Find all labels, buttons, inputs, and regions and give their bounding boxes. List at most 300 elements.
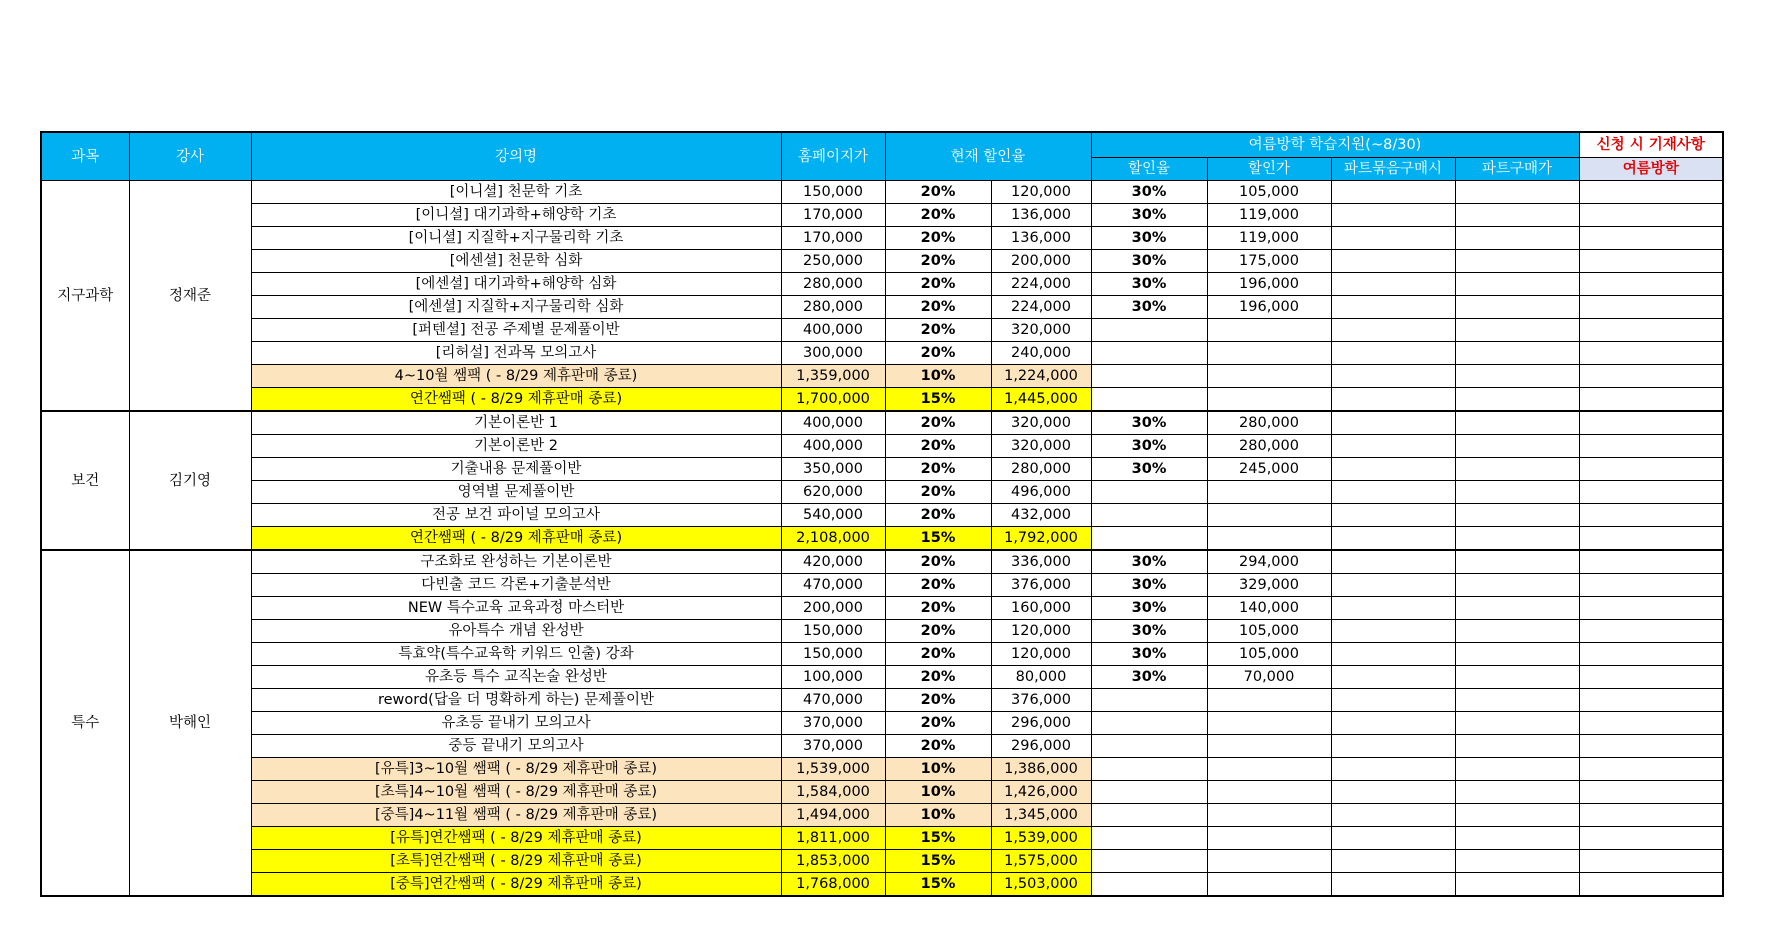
summer-note-cell [1579, 827, 1723, 850]
table-row [41, 574, 1723, 597]
part-bundle-cell [1331, 873, 1455, 897]
summer-note-cell [1579, 342, 1723, 365]
current-rate-cell: 20% [885, 689, 991, 712]
current-price-cell: 296,000 [991, 712, 1091, 735]
part-bundle-cell [1331, 574, 1455, 597]
summer-price-cell [1207, 873, 1331, 897]
summer-note-cell [1579, 666, 1723, 689]
summer-rate-cell: 30% [1091, 411, 1207, 435]
current-price-cell: 1,539,000 [991, 827, 1091, 850]
table-row [41, 411, 1723, 435]
summer-rate-cell: 30% [1091, 227, 1207, 250]
current-rate-cell: 20% [885, 597, 991, 620]
header-subject: 과목 [41, 132, 129, 181]
summer-rate-cell: 30% [1091, 666, 1207, 689]
part-bundle-cell [1331, 735, 1455, 758]
summer-price-cell [1207, 758, 1331, 781]
table-row [41, 689, 1723, 712]
current-rate-cell: 15% [885, 527, 991, 551]
summer-price-cell [1207, 827, 1331, 850]
summer-price-cell [1207, 481, 1331, 504]
current-price-cell: 376,000 [991, 574, 1091, 597]
home-price-cell: 170,000 [781, 227, 885, 250]
part-buy-cell [1455, 227, 1579, 250]
course-name-cell: [에센셜] 대기과학+해양학 심화 [251, 273, 781, 296]
current-rate-cell: 15% [885, 873, 991, 897]
part-bundle-cell [1331, 227, 1455, 250]
summer-rate-cell [1091, 804, 1207, 827]
summer-note-cell [1579, 388, 1723, 412]
course-name-cell: 기본이론반 1 [251, 411, 781, 435]
table-row [41, 435, 1723, 458]
summer-price-cell: 140,000 [1207, 597, 1331, 620]
current-price-cell: 224,000 [991, 273, 1091, 296]
summer-rate-cell [1091, 735, 1207, 758]
summer-rate-cell: 30% [1091, 620, 1207, 643]
home-price-cell: 400,000 [781, 435, 885, 458]
summer-price-cell: 119,000 [1207, 227, 1331, 250]
part-buy-cell [1455, 504, 1579, 527]
current-price-cell: 120,000 [991, 181, 1091, 204]
summer-note-cell [1579, 227, 1723, 250]
summer-price-cell: 280,000 [1207, 435, 1331, 458]
home-price-cell: 1,359,000 [781, 365, 885, 388]
part-buy-cell [1455, 204, 1579, 227]
summer-price-cell [1207, 365, 1331, 388]
current-rate-cell: 20% [885, 204, 991, 227]
current-price-cell: 224,000 [991, 296, 1091, 319]
part-buy-cell [1455, 435, 1579, 458]
summer-price-cell: 294,000 [1207, 550, 1331, 574]
course-name-cell: 4~10월 쌤팩 ( - 8/29 제휴판매 종료) [251, 365, 781, 388]
summer-note-cell [1579, 365, 1723, 388]
current-rate-cell: 20% [885, 435, 991, 458]
summer-rate-cell: 30% [1091, 435, 1207, 458]
current-rate-cell: 20% [885, 273, 991, 296]
summer-price-cell: 175,000 [1207, 250, 1331, 273]
home-price-cell: 350,000 [781, 458, 885, 481]
current-price-cell: 136,000 [991, 227, 1091, 250]
part-bundle-cell [1331, 527, 1455, 551]
current-price-cell: 1,426,000 [991, 781, 1091, 804]
summer-price-cell: 105,000 [1207, 620, 1331, 643]
current-price-cell: 136,000 [991, 204, 1091, 227]
current-price-cell: 120,000 [991, 643, 1091, 666]
summer-rate-cell [1091, 319, 1207, 342]
current-rate-cell: 10% [885, 758, 991, 781]
summer-price-cell: 105,000 [1207, 181, 1331, 204]
summer-note-cell [1579, 527, 1723, 551]
summer-price-cell [1207, 504, 1331, 527]
summer-rate-cell [1091, 758, 1207, 781]
summer-note-cell [1579, 574, 1723, 597]
part-bundle-cell [1331, 181, 1455, 204]
course-name-cell: [에센셜] 지질학+지구물리학 심화 [251, 296, 781, 319]
part-bundle-cell [1331, 204, 1455, 227]
part-buy-cell [1455, 827, 1579, 850]
teacher-cell: 김기영 [129, 411, 251, 550]
current-price-cell: 432,000 [991, 504, 1091, 527]
summer-note-cell [1579, 781, 1723, 804]
part-buy-cell [1455, 712, 1579, 735]
current-price-cell: 296,000 [991, 735, 1091, 758]
part-bundle-cell [1331, 781, 1455, 804]
summer-rate-cell [1091, 781, 1207, 804]
part-bundle-cell [1331, 712, 1455, 735]
part-bundle-cell [1331, 296, 1455, 319]
table-header [41, 132, 1723, 181]
part-buy-cell [1455, 342, 1579, 365]
table-row [41, 597, 1723, 620]
summer-rate-cell [1091, 712, 1207, 735]
summer-rate-cell: 30% [1091, 458, 1207, 481]
part-buy-cell [1455, 758, 1579, 781]
current-price-cell: 320,000 [991, 319, 1091, 342]
current-rate-cell: 20% [885, 342, 991, 365]
course-name-cell: 기본이론반 2 [251, 435, 781, 458]
part-buy-cell [1455, 620, 1579, 643]
summer-price-cell [1207, 781, 1331, 804]
table-row [41, 712, 1723, 735]
part-buy-cell [1455, 250, 1579, 273]
table-row [41, 643, 1723, 666]
course-name-cell: 영역별 문제풀이반 [251, 481, 781, 504]
table-row [41, 781, 1723, 804]
subject-cell: 지구과학 [41, 181, 129, 412]
part-bundle-cell [1331, 458, 1455, 481]
current-rate-cell: 20% [885, 227, 991, 250]
home-price-cell: 280,000 [781, 296, 885, 319]
table-row [41, 550, 1723, 574]
part-bundle-cell [1331, 550, 1455, 574]
table-body [41, 181, 1723, 897]
summer-note-cell [1579, 804, 1723, 827]
home-price-cell: 300,000 [781, 342, 885, 365]
table-row [41, 388, 1723, 412]
part-bundle-cell [1331, 365, 1455, 388]
summer-rate-cell [1091, 481, 1207, 504]
summer-note-cell [1579, 273, 1723, 296]
subject-cell: 특수 [41, 550, 129, 896]
summer-price-cell: 196,000 [1207, 273, 1331, 296]
course-name-cell: [초특]4~10월 쌤팩 ( - 8/29 제휴판매 종료) [251, 781, 781, 804]
part-buy-cell [1455, 574, 1579, 597]
summer-note-cell [1579, 620, 1723, 643]
part-buy-cell [1455, 411, 1579, 435]
summer-price-cell [1207, 527, 1331, 551]
summer-rate-cell [1091, 365, 1207, 388]
teacher-cell: 정재준 [129, 181, 251, 412]
table-row [41, 181, 1723, 204]
home-price-cell: 1,768,000 [781, 873, 885, 897]
current-rate-cell: 10% [885, 781, 991, 804]
current-rate-cell: 20% [885, 319, 991, 342]
part-bundle-cell [1331, 435, 1455, 458]
summer-note-cell [1579, 250, 1723, 273]
home-price-cell: 150,000 [781, 620, 885, 643]
part-buy-cell [1455, 181, 1579, 204]
part-bundle-cell [1331, 273, 1455, 296]
part-buy-cell [1455, 296, 1579, 319]
current-price-cell: 1,345,000 [991, 804, 1091, 827]
course-name-cell: [퍼텐셜] 전공 주제별 문제풀이반 [251, 319, 781, 342]
summer-note-cell [1579, 319, 1723, 342]
summer-price-cell: 329,000 [1207, 574, 1331, 597]
current-price-cell: 120,000 [991, 620, 1091, 643]
summer-rate-cell [1091, 689, 1207, 712]
summer-price-cell [1207, 388, 1331, 412]
summer-note-cell [1579, 550, 1723, 574]
course-name-cell: [중특]4~11월 쌤팩 ( - 8/29 제휴판매 종료) [251, 804, 781, 827]
current-rate-cell: 20% [885, 735, 991, 758]
part-buy-cell [1455, 689, 1579, 712]
home-price-cell: 620,000 [781, 481, 885, 504]
summer-note-cell [1579, 504, 1723, 527]
header-teacher: 강사 [129, 132, 251, 181]
current-price-cell: 200,000 [991, 250, 1091, 273]
summer-price-cell [1207, 319, 1331, 342]
current-rate-cell: 20% [885, 181, 991, 204]
summer-rate-cell: 30% [1091, 204, 1207, 227]
summer-price-cell [1207, 804, 1331, 827]
header-rate: 할인율 [1091, 158, 1207, 181]
home-price-cell: 370,000 [781, 735, 885, 758]
header-price: 할인가 [1207, 158, 1331, 181]
part-buy-cell [1455, 597, 1579, 620]
summer-rate-cell [1091, 850, 1207, 873]
header-current-discount: 현재 할인율 [885, 132, 1091, 181]
home-price-cell: 470,000 [781, 689, 885, 712]
summer-note-cell [1579, 735, 1723, 758]
header-summer-support: 여름방학 학습지원(~8/30) [1091, 132, 1579, 158]
course-name-cell: [리허설] 전과목 모의고사 [251, 342, 781, 365]
summer-rate-cell [1091, 504, 1207, 527]
part-bundle-cell [1331, 643, 1455, 666]
table-row [41, 666, 1723, 689]
summer-rate-cell [1091, 827, 1207, 850]
current-price-cell: 160,000 [991, 597, 1091, 620]
part-bundle-cell [1331, 827, 1455, 850]
part-bundle-cell [1331, 504, 1455, 527]
part-buy-cell [1455, 666, 1579, 689]
summer-price-cell [1207, 735, 1331, 758]
home-price-cell: 370,000 [781, 712, 885, 735]
summer-note-cell [1579, 296, 1723, 319]
summer-price-cell [1207, 342, 1331, 365]
part-buy-cell [1455, 273, 1579, 296]
summer-rate-cell [1091, 873, 1207, 897]
part-buy-cell [1455, 527, 1579, 551]
table-row [41, 319, 1723, 342]
part-bundle-cell [1331, 342, 1455, 365]
part-bundle-cell [1331, 411, 1455, 435]
home-price-cell: 1,811,000 [781, 827, 885, 850]
summer-rate-cell: 30% [1091, 296, 1207, 319]
course-name-cell: 유초등 특수 교직논술 완성반 [251, 666, 781, 689]
course-name-cell: 전공 보건 파이널 모의고사 [251, 504, 781, 527]
summer-rate-cell: 30% [1091, 273, 1207, 296]
table-row [41, 620, 1723, 643]
summer-rate-cell: 30% [1091, 597, 1207, 620]
summer-rate-cell: 30% [1091, 250, 1207, 273]
summer-price-cell: 105,000 [1207, 643, 1331, 666]
header-course: 강의명 [251, 132, 781, 181]
summer-note-cell [1579, 458, 1723, 481]
course-name-cell: 기출내용 문제풀이반 [251, 458, 781, 481]
summer-price-cell: 245,000 [1207, 458, 1331, 481]
part-bundle-cell [1331, 319, 1455, 342]
summer-rate-cell [1091, 342, 1207, 365]
current-price-cell: 1,386,000 [991, 758, 1091, 781]
home-price-cell: 250,000 [781, 250, 885, 273]
part-buy-cell [1455, 388, 1579, 412]
part-buy-cell [1455, 804, 1579, 827]
current-price-cell: 320,000 [991, 435, 1091, 458]
current-price-cell: 1,575,000 [991, 850, 1091, 873]
current-rate-cell: 10% [885, 804, 991, 827]
course-name-cell: [이니셜] 천문학 기초 [251, 181, 781, 204]
table-row [41, 527, 1723, 551]
current-rate-cell: 20% [885, 481, 991, 504]
part-buy-cell [1455, 319, 1579, 342]
table-row [41, 735, 1723, 758]
current-rate-cell: 20% [885, 504, 991, 527]
current-rate-cell: 15% [885, 850, 991, 873]
part-bundle-cell [1331, 620, 1455, 643]
current-price-cell: 1,224,000 [991, 365, 1091, 388]
summer-note-cell [1579, 597, 1723, 620]
table-row [41, 850, 1723, 873]
course-name-cell: [유특]연간쌤팩 ( - 8/29 제휴판매 종료) [251, 827, 781, 850]
home-price-cell: 400,000 [781, 411, 885, 435]
summer-note-cell [1579, 758, 1723, 781]
part-buy-cell [1455, 365, 1579, 388]
summer-note-cell [1579, 873, 1723, 897]
course-name-cell: 다빈출 코드 각론+기출분석반 [251, 574, 781, 597]
home-price-cell: 1,539,000 [781, 758, 885, 781]
current-price-cell: 1,792,000 [991, 527, 1091, 551]
current-price-cell: 240,000 [991, 342, 1091, 365]
part-bundle-cell [1331, 689, 1455, 712]
home-price-cell: 170,000 [781, 204, 885, 227]
summer-note-cell [1579, 204, 1723, 227]
summer-rate-cell [1091, 527, 1207, 551]
summer-price-cell: 196,000 [1207, 296, 1331, 319]
current-rate-cell: 10% [885, 365, 991, 388]
current-rate-cell: 15% [885, 388, 991, 412]
home-price-cell: 150,000 [781, 643, 885, 666]
table-row [41, 758, 1723, 781]
current-price-cell: 320,000 [991, 411, 1091, 435]
home-price-cell: 200,000 [781, 597, 885, 620]
home-price-cell: 1,700,000 [781, 388, 885, 412]
current-price-cell: 376,000 [991, 689, 1091, 712]
table-row [41, 296, 1723, 319]
summer-rate-cell: 30% [1091, 643, 1207, 666]
course-name-cell: 특효약(특수교육학 키워드 인출) 강좌 [251, 643, 781, 666]
part-bundle-cell [1331, 388, 1455, 412]
part-buy-cell [1455, 873, 1579, 897]
table-row [41, 504, 1723, 527]
header-apply-note: 신청 시 기재사항 [1579, 132, 1723, 158]
table-row [41, 458, 1723, 481]
summer-rate-cell: 30% [1091, 550, 1207, 574]
part-bundle-cell [1331, 804, 1455, 827]
current-price-cell: 1,445,000 [991, 388, 1091, 412]
course-name-cell: [이니셜] 지질학+지구물리학 기초 [251, 227, 781, 250]
course-name-cell: [에센셜] 천문학 심화 [251, 250, 781, 273]
part-buy-cell [1455, 781, 1579, 804]
summer-price-cell [1207, 850, 1331, 873]
summer-note-cell [1579, 712, 1723, 735]
table-row [41, 365, 1723, 388]
summer-price-cell [1207, 689, 1331, 712]
part-bundle-cell [1331, 850, 1455, 873]
course-name-cell: [이니셜] 대기과학+해양학 기초 [251, 204, 781, 227]
summer-price-cell: 280,000 [1207, 411, 1331, 435]
part-buy-cell [1455, 643, 1579, 666]
summer-note-cell [1579, 481, 1723, 504]
part-bundle-cell [1331, 666, 1455, 689]
current-rate-cell: 15% [885, 827, 991, 850]
course-name-cell: 연간쌤팩 ( - 8/29 제휴판매 종료) [251, 527, 781, 551]
table-row [41, 204, 1723, 227]
table-row [41, 827, 1723, 850]
table-row [41, 250, 1723, 273]
current-rate-cell: 20% [885, 643, 991, 666]
table-row [41, 342, 1723, 365]
course-name-cell: [유특]3~10월 쌤팩 ( - 8/29 제휴판매 종료) [251, 758, 781, 781]
course-name-cell: 유초등 끝내기 모의고사 [251, 712, 781, 735]
header-home-price: 홈페이지가 [781, 132, 885, 181]
current-price-cell: 80,000 [991, 666, 1091, 689]
summer-note-cell [1579, 181, 1723, 204]
summer-note-cell [1579, 643, 1723, 666]
part-bundle-cell [1331, 481, 1455, 504]
summer-note-cell [1579, 850, 1723, 873]
home-price-cell: 1,584,000 [781, 781, 885, 804]
current-price-cell: 336,000 [991, 550, 1091, 574]
course-name-cell: [중특]연간쌤팩 ( - 8/29 제휴판매 종료) [251, 873, 781, 897]
current-rate-cell: 20% [885, 666, 991, 689]
table-row [41, 227, 1723, 250]
home-price-cell: 150,000 [781, 181, 885, 204]
course-name-cell: 중등 끝내기 모의고사 [251, 735, 781, 758]
current-price-cell: 280,000 [991, 458, 1091, 481]
current-rate-cell: 20% [885, 250, 991, 273]
table-row [41, 273, 1723, 296]
summer-rate-cell: 30% [1091, 574, 1207, 597]
current-rate-cell: 20% [885, 458, 991, 481]
summer-price-cell: 70,000 [1207, 666, 1331, 689]
part-buy-cell [1455, 550, 1579, 574]
course-name-cell: 연간쌤팩 ( - 8/29 제휴판매 종료) [251, 388, 781, 412]
current-rate-cell: 20% [885, 620, 991, 643]
part-buy-cell [1455, 458, 1579, 481]
part-bundle-cell [1331, 250, 1455, 273]
summer-rate-cell [1091, 388, 1207, 412]
summer-note-cell [1579, 689, 1723, 712]
home-price-cell: 280,000 [781, 273, 885, 296]
part-buy-cell [1455, 850, 1579, 873]
summer-price-cell: 119,000 [1207, 204, 1331, 227]
part-bundle-cell [1331, 758, 1455, 781]
home-price-cell: 2,108,000 [781, 527, 885, 551]
part-bundle-cell [1331, 597, 1455, 620]
current-rate-cell: 20% [885, 411, 991, 435]
course-name-cell: reword(답을 더 명확하게 하는) 문제풀이반 [251, 689, 781, 712]
summer-note-cell [1579, 411, 1723, 435]
